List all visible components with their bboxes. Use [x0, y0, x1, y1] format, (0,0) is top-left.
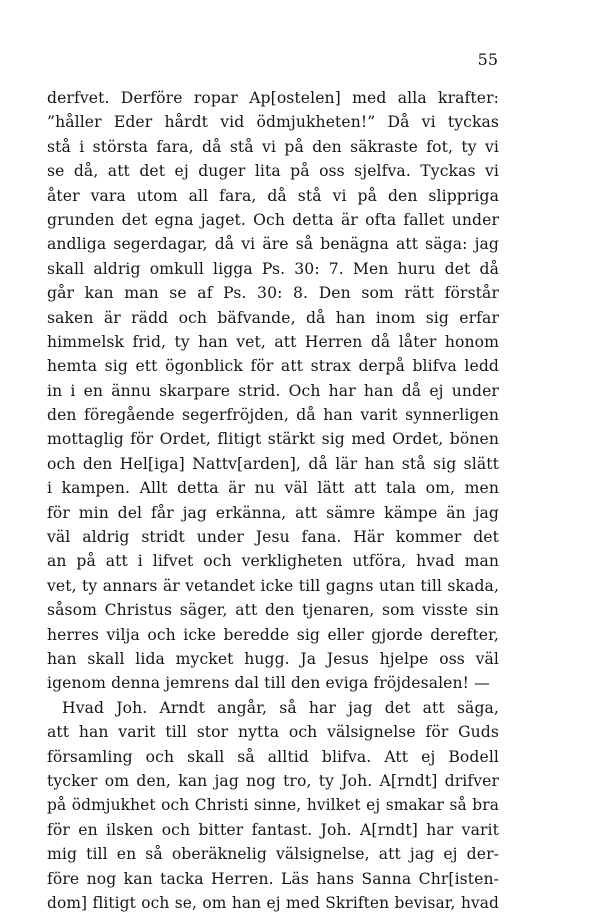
text-line: församling och skall så alltid blifva. Att ej Bodell — [47, 747, 499, 766]
body-text — [47, 86, 499, 915]
text-line: stå i största fara, då stå vi på den säkraste fot, ty vi — [47, 137, 499, 156]
text-line: herres vilja och icke beredde sig eller gjorde derefter, — [47, 625, 499, 644]
text-line: Hvad Joh. Arndt angår, så har jag det att säga, — [62, 698, 499, 717]
text-line: ”håller Eder hårdt vid ödmjukheten!” Då vi tyckas — [47, 113, 499, 132]
text-line: dom] flitigt och se, om han ej med Skriften bevisar, hvad — [47, 893, 499, 912]
text-line: åter vara utom all fara, då stå vi på den slippriga — [47, 186, 499, 205]
text-line: saken är rädd och bäfvande, då han inom sig erfar — [47, 308, 499, 327]
text-line: för en ilsken och bitter fantast. Joh. A[rndt] har varit — [47, 820, 499, 839]
text-line: an på att i lifvet och verkligheten utföra, hvad man — [47, 552, 499, 571]
text-line: går kan man se af Ps. 30: 8. Den som rätt förstår — [47, 284, 499, 303]
text-line: på ödmjukhet och Christi sinne, hvilket ej smakar så bra — [47, 796, 499, 815]
text-line: väl aldrig stridt under Jesu fana. Här kommer det — [47, 528, 499, 547]
text-line: himmelsk frid, ty han vet, att Herren då låter honom — [47, 332, 499, 351]
text-line: att han varit till stor nytta och välsignelse för Guds — [47, 723, 499, 742]
text-line: mottaglig för Ordet, flitigt stärkt sig med Ordet, bönen — [47, 430, 499, 449]
text-line: andliga segerdagar, då vi äre så benägna att säga: jag — [47, 235, 499, 254]
text-line: i kampen. Allt detta är nu väl lätt att tala om, men — [47, 479, 499, 498]
text-line: se då, att det ej duger lita på oss sjelfva. Tyckas vi — [47, 162, 499, 181]
text-line: och den Hel[iga] Nattv[arden], då lär han stå sig slätt — [47, 454, 499, 473]
text-line: igenom denna jemrens dal till den eviga fröjdesalen! — — [47, 674, 490, 693]
text-line: derfvet. Derföre ropar Ap[ostelen] med alla krafter: — [47, 89, 499, 107]
text-line: skall aldrig omkull ligga Ps. 30: 7. Men huru det då — [47, 259, 499, 278]
text-line: såsom Christus säger, att den tjenaren, som visste sin — [47, 601, 499, 620]
page-number: 55 — [477, 50, 498, 69]
text-line: in i en ännu skarpare strid. Och har han då ej under — [47, 381, 499, 400]
text-line: den föregående segerfröjden, då han varit synnerligen — [47, 406, 499, 425]
text-line: före nog kan tacka Herren. Läs hans Sanna Chr[isten- — [47, 869, 499, 888]
text-line: tycker om den, kan jag nog tro, ty Joh. A[rndt] drifver — [47, 771, 499, 790]
text-line: han skall lida mycket hugg. Ja Jesus hjelpe oss väl — [47, 649, 499, 668]
text-line: för min del får jag erkänna, att sämre kämpe än jag — [47, 503, 499, 522]
text-line: grunden det egna jaget. Och detta är ofta fallet under — [47, 210, 499, 229]
text-line: mig till en så oberäknelig välsignelse, att jag ej der- — [47, 845, 499, 864]
text-line: hemta sig ett ögonblick för att strax derpå blifva ledd — [47, 357, 499, 376]
text-line: vet, ty annars är vetandet icke till gagns utan till skada, — [47, 576, 499, 595]
